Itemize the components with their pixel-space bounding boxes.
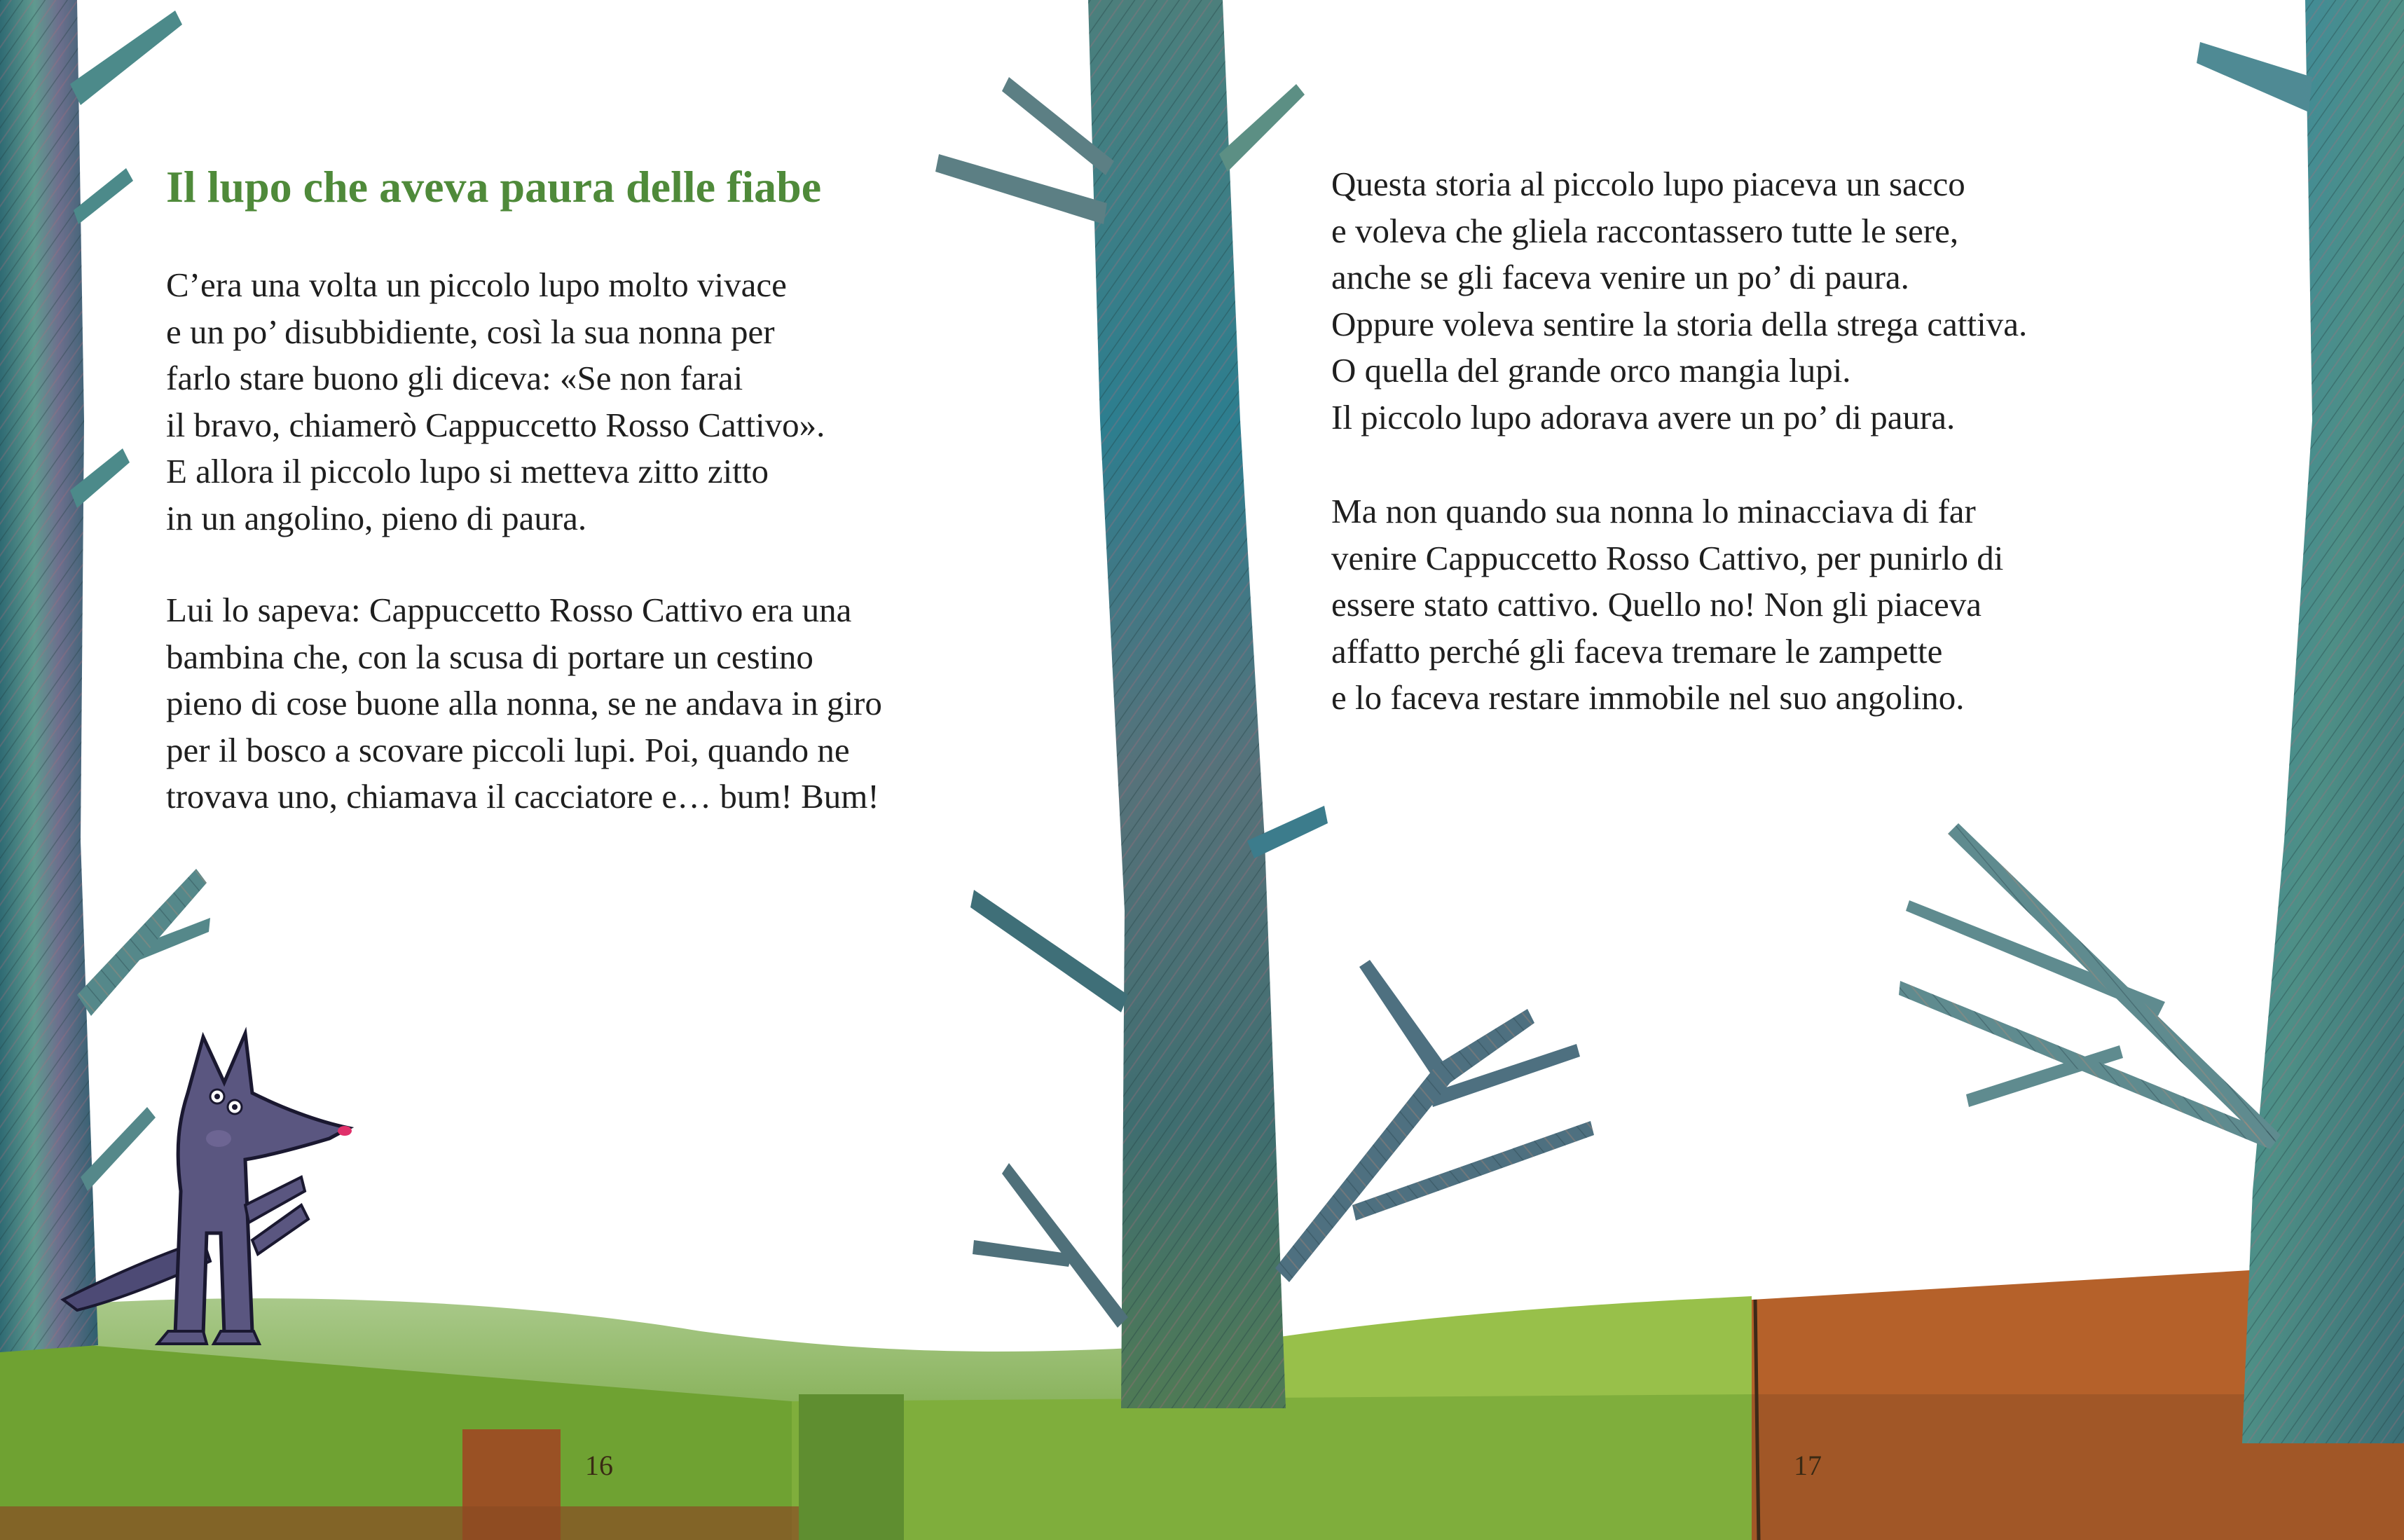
text-line: farlo stare buono gli diceva: «Se non farai bbox=[166, 359, 743, 397]
wolf-icon bbox=[63, 1033, 352, 1344]
text-line: per il bosco a scovare piccoli lupi. Poi, quando ne bbox=[166, 730, 850, 769]
grass-strip bbox=[799, 1394, 904, 1540]
page-number-left: 16 bbox=[585, 1450, 613, 1481]
text-line: essere stato cattivo. Quello no! Non gli piaceva bbox=[1331, 585, 1981, 624]
text-line: trovava uno, chiamava il cacciatore e… bum! Bum! bbox=[166, 777, 879, 816]
left-paragraph-2 bbox=[166, 587, 882, 820]
text-line: Oppure voleva sentire la storia della strega cattiva. bbox=[1331, 304, 2028, 343]
text-line: il bravo, chiamerò Cappuccetto Rosso Cattivo». bbox=[166, 405, 825, 444]
text-line: C’era una volta un piccolo lupo molto vivace bbox=[166, 266, 787, 304]
text-line: e lo faceva restare immobile nel suo angolino. bbox=[1331, 678, 1965, 717]
text-line: E allora il piccolo lupo si metteva zitto zitto bbox=[166, 452, 769, 490]
right-paragraph-1 bbox=[1331, 161, 2027, 441]
page-number-right: 17 bbox=[1794, 1450, 1822, 1481]
text-line: anche se gli faceva venire un po’ di paura. bbox=[1331, 258, 1909, 296]
text-line: Il piccolo lupo adorava avere un po’ di paura. bbox=[1331, 397, 1956, 436]
text-line: Questa storia al piccolo lupo piaceva un sacco bbox=[1331, 165, 1965, 203]
grass-center bbox=[792, 1394, 1752, 1540]
text-line: Lui lo sapeva: Cappuccetto Rosso Cattivo era una bbox=[166, 591, 852, 629]
text-line: O quella del grande orco mangia lupi. bbox=[1331, 351, 1851, 390]
chapter-title: Il lupo che aveva paura delle fiabe bbox=[166, 162, 822, 212]
text-line: e un po’ disubbidiente, così la sua nonna per bbox=[166, 312, 775, 351]
text-line: pieno di cose buone alla nonna, se ne andava in giro bbox=[166, 684, 882, 722]
text-line: bambina che, con la scusa di portare un cestino bbox=[166, 637, 813, 676]
right-paragraph-2 bbox=[1331, 488, 2003, 722]
left-paragraph-1 bbox=[166, 262, 825, 542]
text-line: e voleva che gliela raccontassero tutte le sere, bbox=[1331, 211, 1959, 250]
text-line: affatto perché gli faceva tremare le zampette bbox=[1331, 631, 1943, 671]
text-line: Ma non quando sua nonna lo minacciava di far bbox=[1331, 492, 1976, 530]
text-line: venire Cappuccetto Rosso Cattivo, per punirlo di bbox=[1331, 538, 2004, 577]
soil-bottom bbox=[0, 1506, 799, 1540]
text-line: in un angolino, pieno di paura. bbox=[166, 498, 587, 537]
